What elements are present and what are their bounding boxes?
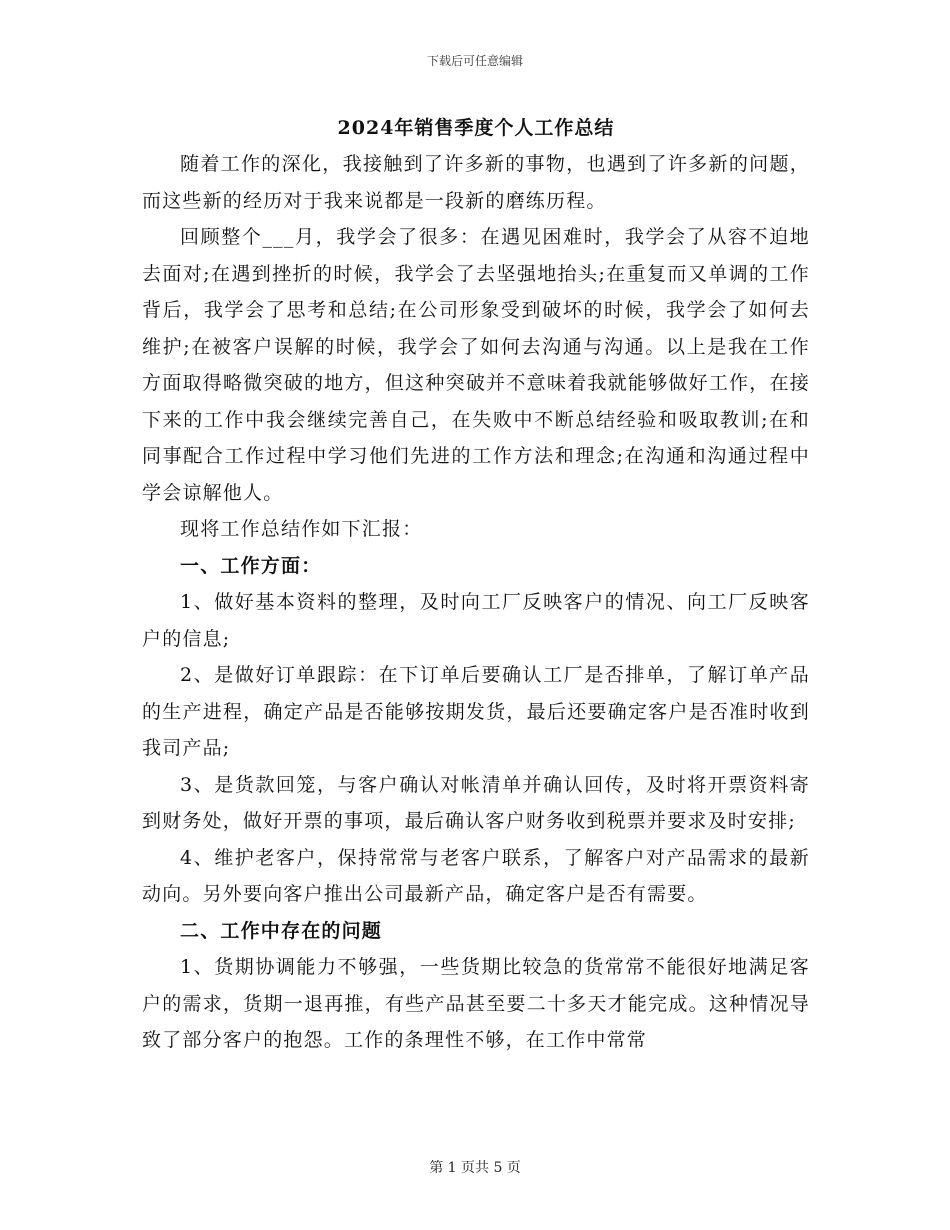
paragraph-intro: 随着工作的深化，我接触到了许多新的事物，也遇到了许多新的问题，而这些新的经历对于我来说都是一段新的磨练历程。 [142, 153, 810, 212]
page-footer-number: 第 1 页共 5 页 [429, 1160, 521, 1176]
list-item-4: 4、维护老客户，保持常常与老客户联系，了解客户对产品需求的最新动向。另外要向客户推出公司最新产品，确定客户是否有需要。 [142, 846, 810, 905]
list-item-1: 1、做好基本资料的整理，及时向工厂反映客户的情况、向工厂反映客户的信息; [142, 591, 810, 650]
page-header-note: 下载后可任意编辑 [426, 54, 523, 68]
list-item-2: 2、是做好订单跟踪：在下订单后要确认工厂是否排单，了解订单产品的生产进程，确定产品是否能够按期发货，最后还要确定客户是否准时收到我司产品; [142, 664, 810, 759]
list-item-3: 3、是货款回笼，与客户确认对帐清单并确认回传，及时将开票资料寄到财务处，做好开票的事项，最后确认客户财务收到税票并要求及时安排; [142, 773, 810, 832]
section-heading-problems: 二、工作中存在的问题 [180, 919, 383, 942]
paragraph-review: 回顾整个___月，我学会了很多：在遇见困难时，我学会了从容不迫地去面对;在遇到挫折的时候，我学会了去坚强地抬头;在重复而又单调的工作背后，我学会了思考和总结;在公司形象受到破坏的时候，我学会了如何去维护;在被客户误解的时候，我学会了如何去沟通与沟通。以上是我在工作方面取得略微突破的地方，但这种突破并不意味着我就能够做好工作，在接下来的工作中我会继续完善自己，在失败中不断总结经验和吸取教训;在和同事配合工作过程中学习他们先进的工作方法和理念;在沟通和沟通过程中学会谅解他人。 [142, 226, 810, 504]
section-heading-work: 一、工作方面： [180, 554, 322, 577]
paragraph-report-intro: 现将工作总结作如下汇报： [180, 518, 423, 540]
document-body [142, 110, 810, 1059]
problem-item-1: 1、货期协调能力不够强，一些货期比较急的货常常不能很好地满足客户的需求，货期一退再推，有些产品甚至要二十多天才能完成。这种情况导致了部分客户的抱怨。工作的条理性不够，在工作中常常 [142, 956, 810, 1051]
document-title: 2024年销售季度个人工作总结 [337, 117, 615, 139]
